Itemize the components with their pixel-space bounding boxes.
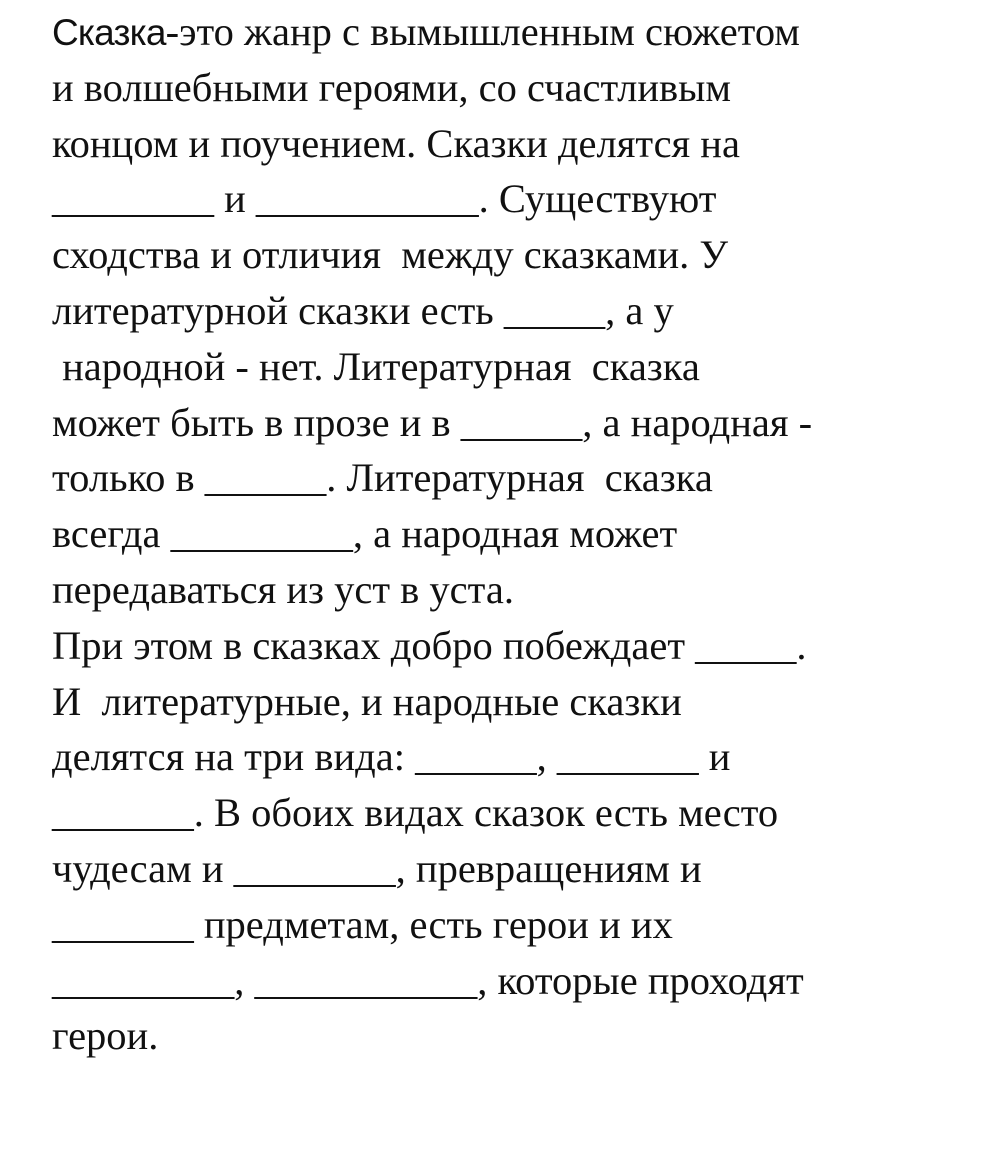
text-line-10: всегда _________, а народная может: [52, 511, 678, 557]
text-line-18: _________, ___________, которые проходят: [52, 957, 804, 1003]
text-line-17: _______ предметам, есть герои и их: [52, 901, 673, 947]
text-line-13: И литературные, и народные сказки: [52, 678, 682, 724]
text-line-5: сходства и отличия между сказками. У: [52, 232, 729, 278]
text-line-9: только в ______. Литературная сказка: [52, 455, 713, 501]
worksheet-text: [52, 4, 982, 1064]
text-line-6: литературной сказки есть _____, а у: [52, 287, 674, 333]
text-line-11: передаваться из уст в уста.: [52, 566, 514, 612]
text-line-7: народной - нет. Литературная сказка: [52, 343, 700, 389]
text-line-19: герои.: [52, 1013, 159, 1059]
text-line-4: ________ и ___________. Существуют: [52, 176, 717, 222]
text-line-2: и волшебными героями, со счастливым: [52, 64, 731, 110]
text-line-12: При этом в сказках добро побеждает _____.: [52, 622, 807, 668]
text-line-1: [52, 4, 982, 60]
text-line-16: чудесам и ________, превращениям и: [52, 845, 702, 891]
text-line-8: может быть в прозе и в ______, а народная -: [52, 399, 813, 445]
term-fairy-tale: Сказка: [52, 12, 166, 53]
text-line-14: делятся на три вида: ______, _______ и: [52, 734, 731, 780]
text-line-3: концом и поучением. Сказки делятся на: [52, 120, 740, 166]
text-line-15: _______. В обоих видах сказок есть место: [52, 790, 779, 836]
definition-start: -это жанр с вымышленным сюжетом: [165, 9, 800, 54]
